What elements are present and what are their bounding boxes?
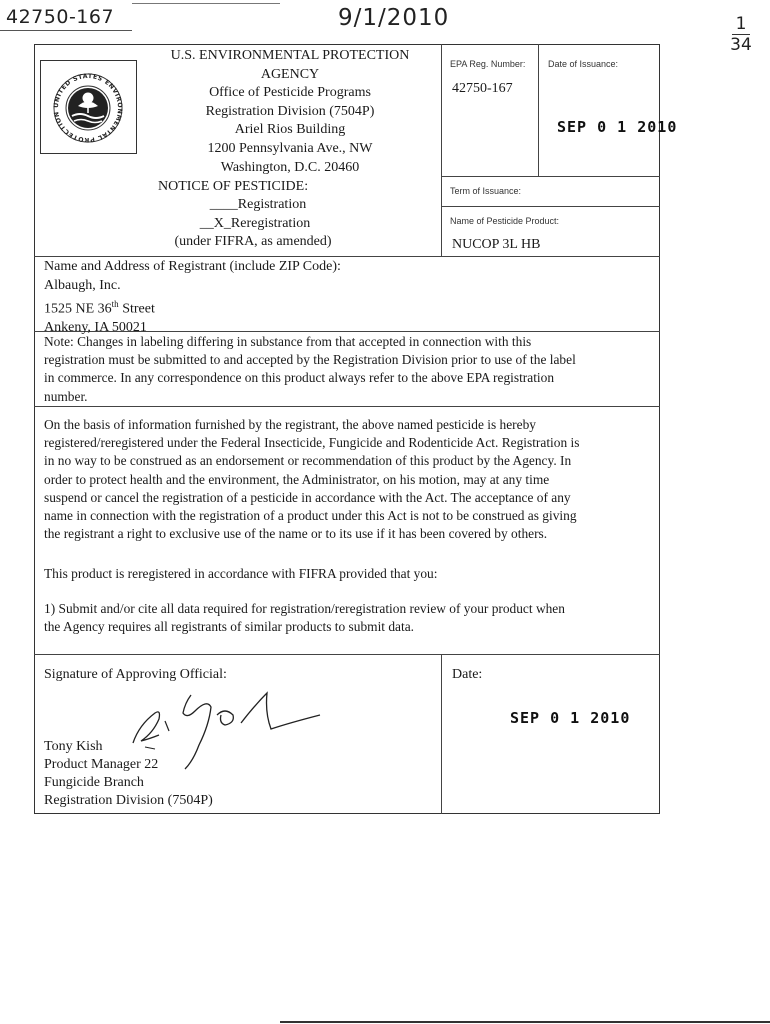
registrant-street bbox=[44, 295, 341, 319]
body-line: the registrant a right to exclusive use of the name or to its use if it has been covered by others. bbox=[44, 526, 548, 542]
signature-label: Signature of Approving Official: bbox=[44, 667, 227, 682]
divider-body bbox=[34, 406, 660, 407]
handwritten-date: 9/1/2010 bbox=[338, 5, 450, 31]
body-line: 1) Submit and/or cite all data required for registration/reregistration review of your product when bbox=[44, 601, 565, 616]
body-paragraph-1 bbox=[44, 416, 656, 543]
page-fraction bbox=[726, 14, 756, 55]
epa-seal-icon bbox=[41, 61, 136, 153]
agency-line: Washington, D.C. 20460 bbox=[220, 159, 360, 175]
epa-reg-value: 42750-167 bbox=[452, 81, 513, 96]
note-line: in commerce. In any correspondence on this product always refer to the above EPA registration bbox=[44, 370, 555, 386]
date-issuance-label: Date of Issuance: bbox=[548, 59, 619, 69]
registrant-name: Albaugh, Inc. bbox=[44, 277, 121, 293]
registrant-street-name: Street bbox=[118, 301, 155, 317]
agency-line: Ariel Rios Building bbox=[234, 122, 346, 138]
signature-date-label: Date: bbox=[452, 667, 483, 682]
divider-term bbox=[441, 176, 660, 177]
body-paragraph-3 bbox=[44, 600, 656, 636]
divider-signature bbox=[34, 654, 660, 655]
agency-line: Office of Pesticide Programs bbox=[209, 85, 371, 101]
registrant-street-suffix: th bbox=[111, 299, 119, 310]
signature-date-stamp: SEP 0 1 2010 bbox=[510, 709, 631, 727]
signatory-branch: Fungicide Branch bbox=[44, 775, 144, 790]
body-line: in no way to be construed as an endorsement or recommendation of this product by the Agency. In bbox=[44, 453, 572, 469]
agency-line: AGENCY bbox=[260, 66, 320, 82]
body-line: order to protect health and the environment, the Administrator, on his motion, may at any time bbox=[44, 471, 550, 487]
epa-reg-label: EPA Reg. Number: bbox=[450, 59, 526, 69]
body-line: On the basis of information furnished by the registrant, the above named pesticide is hereby bbox=[44, 417, 536, 432]
notice-authority: (under FIFRA, as amended) bbox=[174, 234, 332, 250]
epa-seal-box bbox=[40, 60, 137, 154]
divider-reg-date bbox=[538, 44, 539, 177]
agency-line: U.S. ENVIRONMENTAL PROTECTION bbox=[170, 48, 410, 63]
registrant-block bbox=[44, 258, 341, 338]
signatory-name: Tony Kish bbox=[44, 739, 103, 754]
note-line: registration must be submitted to and accepted by the Registration Division prior to use of the label bbox=[44, 352, 576, 368]
body-line: the Agency requires all registrants of similar products to submit data. bbox=[44, 619, 415, 635]
notice-block bbox=[100, 178, 400, 252]
body-line: name in connection with the registration of a product under this Act is not to be construed as giving bbox=[44, 508, 577, 524]
agency-line: 1200 Pennsylvania Ave., NW bbox=[207, 140, 373, 156]
signatory-title: Product Manager 22 bbox=[44, 757, 159, 772]
handwritten-reg-number: 42750-167 bbox=[6, 6, 115, 28]
divider-product bbox=[441, 206, 660, 207]
date-issuance-stamp: SEP 0 1 2010 bbox=[557, 118, 678, 136]
page-fraction-bottom: 34 bbox=[730, 35, 752, 55]
divider-signature-date bbox=[441, 654, 442, 814]
top-rule bbox=[132, 3, 280, 4]
registrant-label: Name and Address of Registrant (include ZIP Code): bbox=[44, 259, 341, 274]
product-name-label: Name of Pesticide Product: bbox=[450, 216, 560, 226]
note-line: number. bbox=[44, 388, 88, 404]
body-line: registered/reregistered under the Federal Insecticide, Fungicide and Rodenticide Act. Registration is bbox=[44, 435, 580, 451]
body-line: suspend or cancel the registration of a pesticide in accordance with the Act. The acceptance of any bbox=[44, 489, 571, 505]
notice-option-reregistration: __X_Reregistration bbox=[199, 215, 311, 231]
product-name-value: NUCOP 3L HB bbox=[452, 237, 541, 252]
divider-header-right bbox=[441, 44, 442, 257]
notice-option-registration: ____Registration bbox=[209, 197, 307, 213]
signatory-division: Registration Division (7504P) bbox=[44, 793, 213, 808]
body-paragraph-2: This product is reregistered in accordance with FIFRA provided that you: bbox=[44, 566, 438, 581]
agency-header bbox=[145, 47, 435, 177]
registrant-city: Ankeny, IA 50021 bbox=[44, 320, 147, 336]
divider-registrant bbox=[34, 256, 660, 257]
agency-line: Registration Division (7504P) bbox=[205, 103, 375, 119]
signatory-block bbox=[44, 738, 213, 810]
term-issuance-label: Term of Issuance: bbox=[450, 186, 522, 196]
notice-title: NOTICE OF PESTICIDE: bbox=[158, 179, 309, 194]
page-fraction-top: 1 bbox=[735, 14, 747, 34]
note-line: Note: Changes in labeling differing in substance from that accepted in connection with this bbox=[44, 334, 532, 349]
handwritten-underline bbox=[0, 30, 132, 31]
footer-rule bbox=[280, 1021, 770, 1023]
note-block bbox=[44, 333, 656, 406]
epa-seal-text: UNITED STATES ENVIRONMENTAL PROTECTION bbox=[52, 72, 124, 144]
registrant-street-number: 1525 NE 36 bbox=[44, 301, 112, 317]
